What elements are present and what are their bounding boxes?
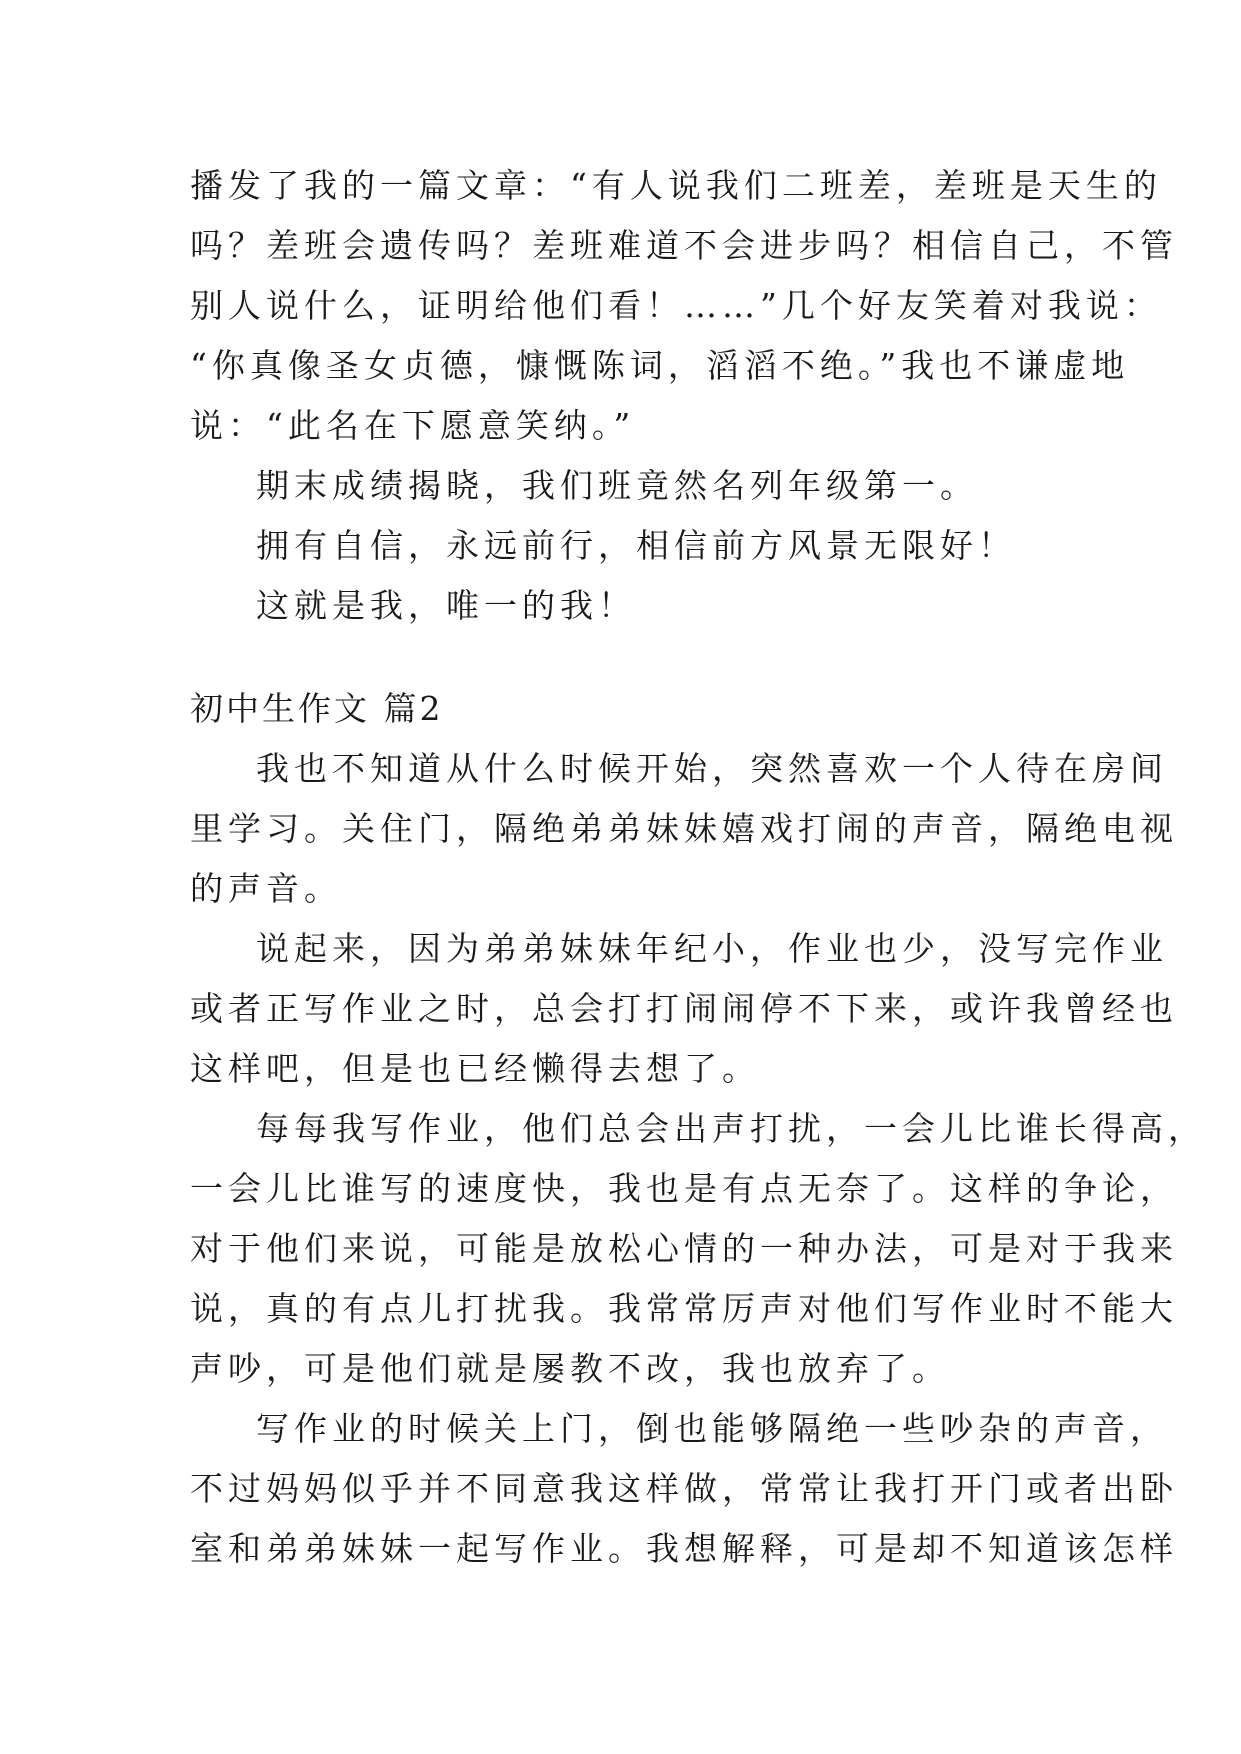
text-line: 或者正写作业之时，总会打打闹闹停不下来，或许我曾经也 xyxy=(190,989,1178,1028)
text-line: 别人说什么，证明给他们看！……”几个好友笑着对我说： xyxy=(190,286,1162,325)
paragraph-first-line: 我也不知道从什么时候开始，突然喜欢一个人待在房间 xyxy=(256,749,1168,788)
text-line: 说：“此名在下愿意笑纳。” xyxy=(190,406,636,445)
text-line: 一会儿比谁写的速度快，我也是有点无奈了。这样的争论， xyxy=(190,1169,1178,1208)
text-line: 这样吧，但是也已经懒得去想了。 xyxy=(190,1049,760,1088)
essay-heading: 初中生作文 篇2 xyxy=(190,689,444,728)
text-line: 对于他们来说，可能是放松心情的一种办法，可是对于我来 xyxy=(190,1229,1178,1268)
paragraph-first-line: 每每我写作业，他们总会出声打扰，一会儿比谁长得高， xyxy=(256,1109,1206,1148)
text-line: 室和弟弟妹妹一起写作业。我想解释，可是却不知道该怎样 xyxy=(190,1529,1178,1568)
text-line: “你真像圣女贞德，慷慨陈词，滔滔不绝。”我也不谦虚地 xyxy=(190,346,1130,385)
text-line: 的声音。 xyxy=(190,869,342,908)
text-line: 声吵，可是他们就是屡教不改，我也放弃了。 xyxy=(190,1349,950,1388)
paragraph-first-line: 拥有自信，永远前行，相信前方风景无限好！ xyxy=(256,526,1016,565)
text-line: 不过妈妈似乎并不同意我这样做，常常让我打开门或者出卧 xyxy=(190,1469,1178,1508)
text-line: 播发了我的一篇文章：“有人说我们二班差，差班是天生的 xyxy=(190,166,1162,205)
essay-one-ending xyxy=(190,156,1178,636)
paragraph-first-line: 期末成绩揭晓，我们班竟然名列年级第一。 xyxy=(256,466,978,505)
essay-two-body xyxy=(190,739,1206,1579)
text-line: 说，真的有点儿打扰我。我常常厉声对他们写作业时不能大 xyxy=(190,1289,1178,1328)
paragraph-first-line: 写作业的时候关上门，倒也能够隔绝一些吵杂的声音， xyxy=(256,1409,1168,1448)
paragraph-first-line: 说起来，因为弟弟妹妹年纪小，作业也少，没写完作业 xyxy=(256,929,1168,968)
paragraph-first-line: 这就是我，唯一的我！ xyxy=(256,586,636,625)
text-line: 里学习。关住门，隔绝弟弟妹妹嬉戏打闹的声音，隔绝电视 xyxy=(190,809,1178,848)
text-line: 吗？差班会遗传吗？差班难道不会进步吗？相信自己，不管 xyxy=(190,226,1178,265)
